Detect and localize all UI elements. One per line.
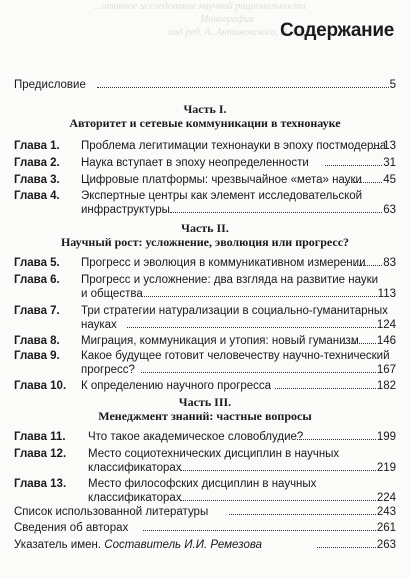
chapter-page: 182	[376, 380, 396, 392]
chapter-title: Проблема легитимации технонауки в эпоху постмодерна	[81, 140, 387, 152]
chapter-page: 83	[383, 257, 396, 269]
chapter-title: классификаторах	[88, 462, 182, 474]
entry-page: 243	[376, 506, 396, 518]
chapter-page: 13	[383, 140, 396, 152]
chapter-page: 31	[383, 157, 396, 169]
chapter-title: Цифровые платформы: чрезвычайное «мета» науки	[81, 174, 362, 186]
chapter-label: Глава 10.	[14, 380, 67, 392]
chapter-page: 199	[376, 431, 396, 443]
chapter-title: Какое будущее готовит человечеству научно-технический	[81, 350, 390, 362]
chapter-label: Глава 13.	[14, 478, 67, 490]
chapter-title: прогресс?	[81, 364, 135, 376]
chapter-page: 124	[376, 319, 396, 331]
chapter-title: Место философских дисциплин в научных	[88, 478, 317, 490]
chapter-title: Миграция, коммуникация и утопия: новый гуманизм	[81, 335, 359, 347]
bleed-line: Монография	[200, 14, 254, 25]
bleed-line: ...итивное исследование научной рациональности	[94, 1, 306, 12]
part-title: Менеджмент знаний: частные вопросы	[98, 409, 312, 423]
chapter-label: Глава 2.	[14, 157, 60, 169]
chapter-page: 224	[376, 492, 396, 504]
chapter-label: Глава 4.	[14, 190, 60, 202]
chapter-title: Наука вступает в эпоху неопределенности	[81, 157, 309, 169]
chapter-title: науках	[81, 319, 117, 331]
entry-label: Сведения об авторах	[14, 522, 129, 534]
part-number: Часть I.	[183, 102, 227, 116]
chapter-label: Глава 5.	[14, 257, 60, 269]
page-title: Содержание	[279, 20, 394, 41]
chapter-label: Глава 3.	[14, 174, 60, 186]
entry-label: Указатель имен.	[14, 539, 102, 551]
bleed-line: под ред. А. Антоновского, В. Бурова	[168, 27, 322, 38]
chapter-label: Глава 6.	[14, 274, 60, 286]
chapter-title: классификаторах	[88, 492, 182, 504]
chapter-label: Глава 12.	[14, 448, 67, 460]
chapter-title: Прогресс и эволюция в коммуникативном измерении	[81, 257, 366, 269]
chapter-label: Глава 1.	[14, 140, 60, 152]
chapter-title: Три стратегии натурализации в социально-гуманитарных	[81, 305, 388, 317]
chapter-label: Глава 8.	[14, 335, 60, 347]
chapter-page: 45	[383, 174, 396, 186]
chapter-title: и общества	[81, 288, 143, 300]
chapter-title: Что такое академическое словоблудие?	[88, 431, 304, 443]
entry-page: 261	[376, 522, 396, 534]
chapter-page: 146	[376, 335, 396, 347]
part-title: Научный рост: усложнение, эволюция или прогресс?	[60, 235, 350, 249]
chapter-label: Глава 7.	[14, 305, 60, 317]
entry-label: Список использованной литературы	[14, 506, 209, 518]
entry-page: 5	[389, 79, 396, 91]
chapter-page: 167	[376, 364, 396, 376]
chapter-title: Экспертные центры как элемент исследовательской	[81, 190, 363, 202]
part-number: Часть III.	[178, 395, 232, 409]
chapter-label: Глава 9.	[14, 350, 60, 362]
chapter-page: 113	[377, 288, 396, 300]
chapter-page: 219	[376, 462, 396, 474]
chapter-title: К определению научного прогресса	[81, 380, 272, 392]
chapter-label: Глава 11.	[14, 431, 66, 443]
chapter-title: Место социотехнических дисциплин в научных	[88, 448, 340, 460]
entry-page: 263	[376, 539, 396, 551]
part-title: Авторитет и сетевые коммуникации в технонауке	[69, 116, 341, 130]
entry-label: Предисловие	[14, 79, 86, 91]
chapter-page: 63	[383, 204, 396, 216]
chapter-title: Прогресс и усложнение: два взгляда на развитие науки	[81, 274, 379, 286]
chapter-title: инфраструктуры	[81, 204, 170, 216]
part-number: Часть II.	[181, 221, 229, 235]
entry-compiler: Составитель И.И. Ремезова	[104, 539, 263, 551]
